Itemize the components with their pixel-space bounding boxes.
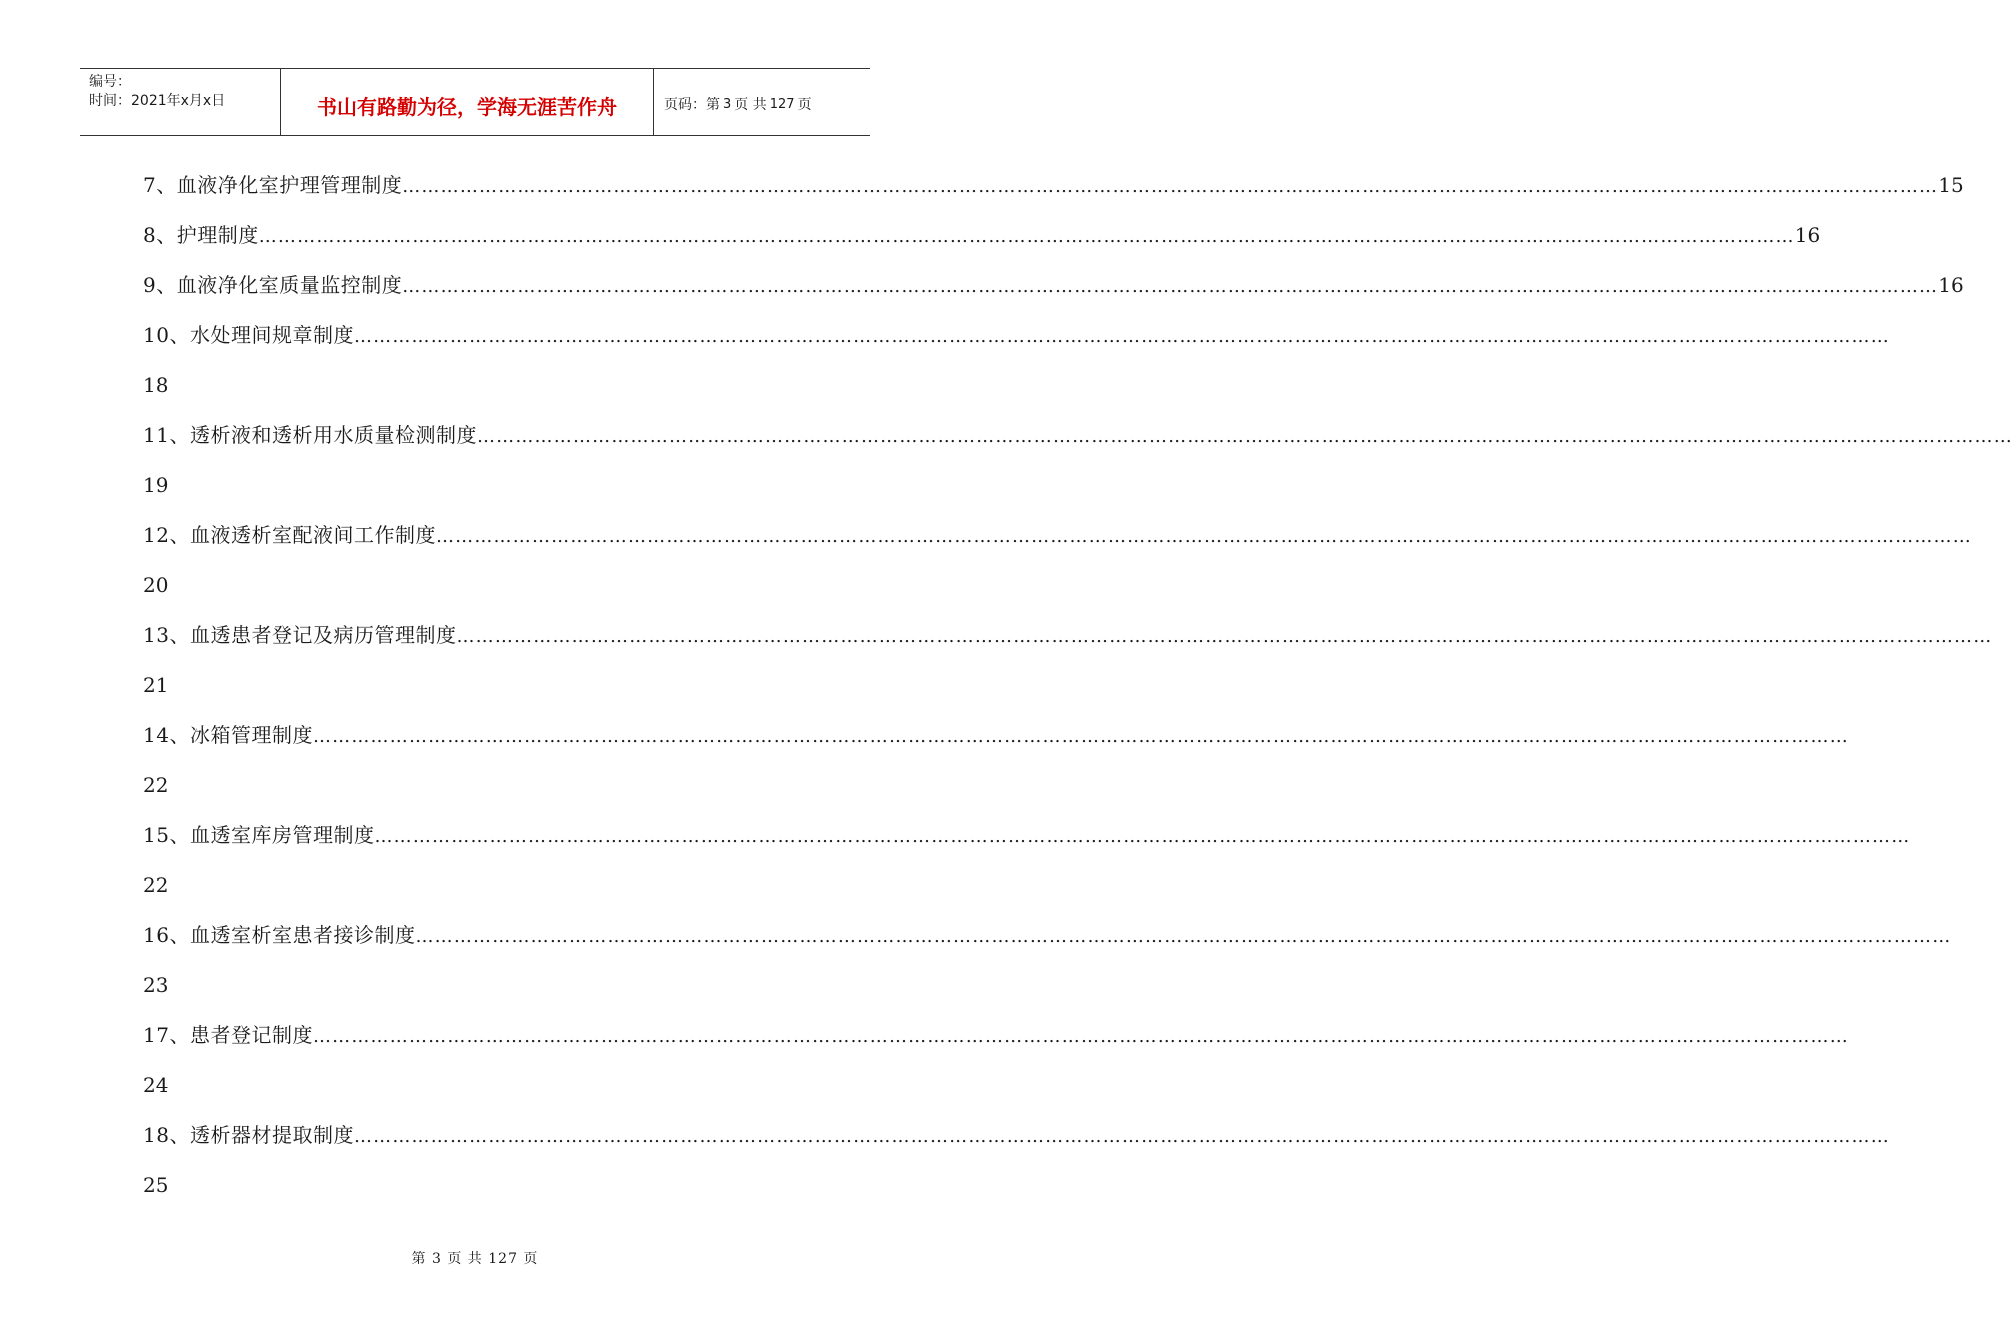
page-footer: 第 3 页 共 127 页 <box>411 1251 539 1267</box>
toc-entry-page: 24 <box>143 1073 169 1097</box>
toc-entry[interactable] <box>143 712 1849 762</box>
toc-leader-dots: …………………………………………………………………………………………………………………………………………………………………………………………………………………… <box>402 176 1939 197</box>
toc-entry-title: 11、透析液和透析用水质量检测制度 <box>143 423 477 447</box>
toc-leader-dots: …………………………………………………………………………………………………………………………………………………………………………………………………………………… <box>312 726 1849 747</box>
toc-entry-page: 22 <box>143 873 169 897</box>
toc-entry[interactable] <box>143 612 1993 662</box>
page-mid: 页 共 <box>734 97 767 113</box>
toc-entry[interactable] <box>143 812 1911 862</box>
toc-entry-title: 12、血液透析室配液间工作制度 <box>143 523 436 547</box>
toc-leader-dots: …………………………………………………………………………………………………………………………………………………………………………………………………………………… <box>312 1026 1849 1047</box>
toc-entry-title: 7、血液净化室护理管理制度 <box>143 173 403 197</box>
toc-entry-page: 16 <box>1938 273 1964 297</box>
table-of-contents <box>143 162 2013 1212</box>
toc-entry-page: 25 <box>143 1173 169 1197</box>
toc-entry[interactable] <box>143 912 1952 962</box>
toc-entry-title: 10、水处理间规章制度 <box>143 323 354 347</box>
toc-entry-title: 14、冰箱管理制度 <box>143 723 313 747</box>
page-current: 3 <box>723 96 732 112</box>
toc-entry-page: 19 <box>143 473 169 497</box>
toc-entry-page: 15 <box>1938 173 1964 197</box>
toc-leader-dots: …………………………………………………………………………………………………………………………………………………………………………………………………………………… <box>435 526 1972 547</box>
document-time-label: 时间：2021年x月x日 <box>89 93 226 109</box>
toc-leader-dots: …………………………………………………………………………………………………………………………………………………………………………………………………………………… <box>415 926 1952 947</box>
toc-entry-title: 17、患者登记制度 <box>143 1023 313 1047</box>
toc-entry-title: 9、血液净化室质量监控制度 <box>143 273 403 297</box>
toc-entry[interactable] <box>143 162 1964 212</box>
toc-entry-title: 16、血透室析室患者接诊制度 <box>143 923 416 947</box>
toc-entry-title: 8、护理制度 <box>143 223 259 247</box>
toc-entry-page: 23 <box>143 973 169 997</box>
toc-entry-page: 16 <box>1794 223 1821 247</box>
toc-entry-title: 15、血透室库房管理制度 <box>143 823 375 847</box>
toc-entry-title: 13、血透患者登记及病历管理制度 <box>143 623 457 647</box>
header-meta-cell <box>80 69 281 135</box>
toc-entry-page: 20 <box>143 573 169 597</box>
page-prefix: 页码：第 <box>664 97 720 113</box>
toc-leader-dots: …………………………………………………………………………………………………………………………………………………………………………………………………………………… <box>258 226 1795 247</box>
toc-entry[interactable] <box>143 262 1964 312</box>
toc-entry-page: 22 <box>143 773 169 797</box>
toc-leader-dots: …………………………………………………………………………………………………………………………………………………………………………………………………………………… <box>456 626 1993 647</box>
toc-entry-title: 18、透析器材提取制度 <box>143 1123 354 1147</box>
toc-entry-page: 21 <box>143 673 169 697</box>
toc-entry[interactable] <box>143 1112 1890 1162</box>
toc-leader-dots: …………………………………………………………………………………………………………………………………………………………………………………………………………………… <box>476 426 2013 447</box>
page-header <box>80 68 870 136</box>
toc-entry[interactable] <box>143 412 2013 462</box>
toc-leader-dots: …………………………………………………………………………………………………………………………………………………………………………………………………………………… <box>374 826 1911 847</box>
toc-leader-dots: …………………………………………………………………………………………………………………………………………………………………………………………………………………… <box>353 1126 1890 1147</box>
toc-entry-page: 18 <box>143 373 169 397</box>
page-total: 127 <box>769 96 795 112</box>
header-page-indicator <box>654 69 870 135</box>
toc-entry[interactable] <box>143 512 1972 562</box>
toc-entry[interactable] <box>143 1012 1849 1062</box>
header-motto: 书山有路勤为径，学海无涯苦作舟 <box>281 69 654 135</box>
page-suffix: 页 <box>797 97 812 113</box>
document-number-label: 编号： <box>89 74 131 90</box>
toc-leader-dots: …………………………………………………………………………………………………………………………………………………………………………………………………………………… <box>353 326 1890 347</box>
toc-leader-dots: …………………………………………………………………………………………………………………………………………………………………………………………………………………… <box>402 276 1939 297</box>
toc-entry[interactable] <box>143 212 1821 262</box>
toc-entry[interactable] <box>143 312 1890 362</box>
